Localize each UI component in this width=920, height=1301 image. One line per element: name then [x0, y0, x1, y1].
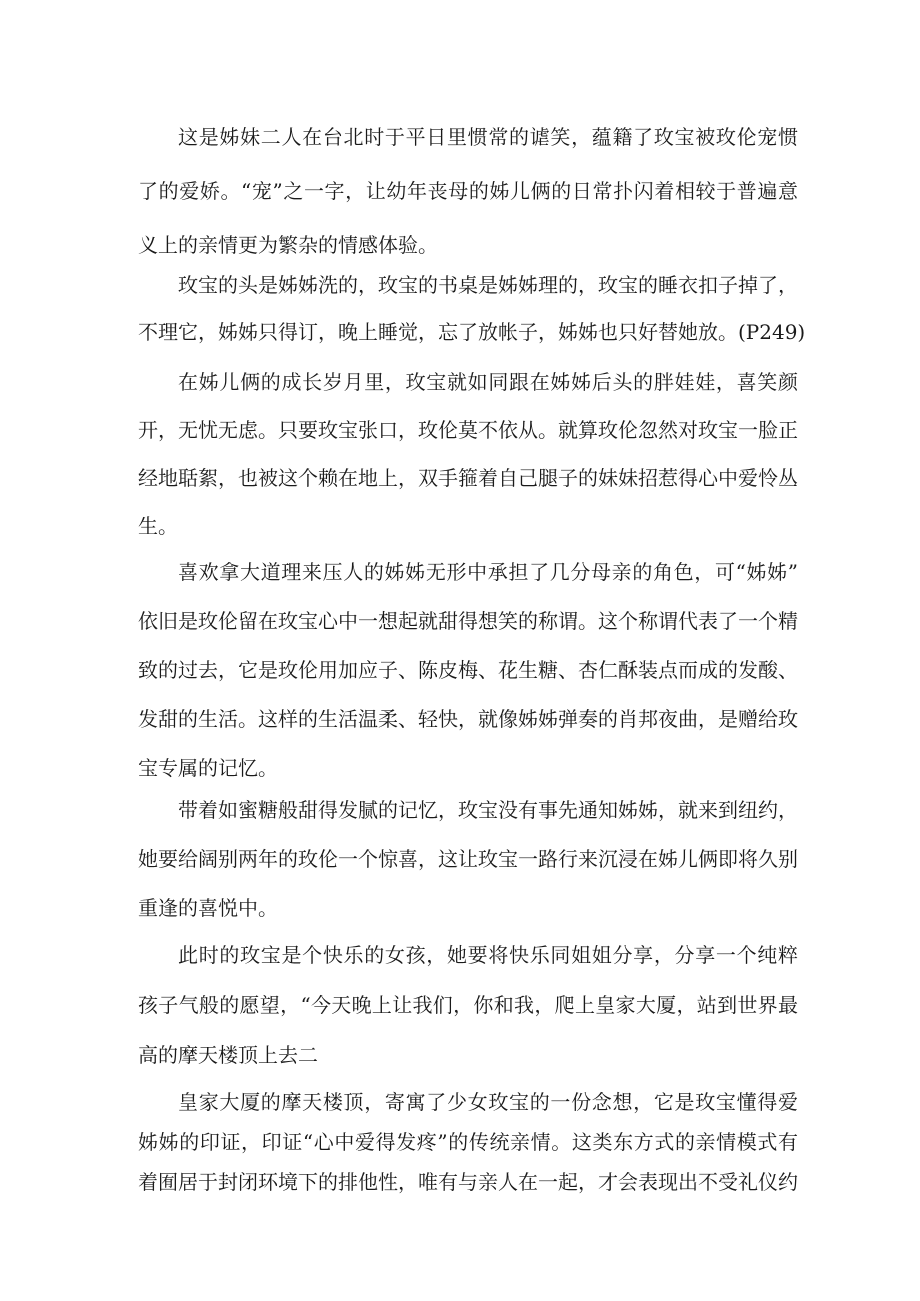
paragraph-line: 义上的亲情更为繁杂的情感体验。 [138, 233, 438, 257]
paragraph-line: 孩子气般的愿望，“今天晚上让我们，你和我，爬上皇家大厦，站到世界最 [138, 993, 798, 1017]
paragraph-line: 开，无忧无虑。只要玫宝张口，玫伦莫不依从。就算玫伦忽然对玫宝一脸正 [138, 418, 798, 442]
paragraph-line: 此时的玫宝是个快乐的女孩，她要将快乐同姐姐分享，分享一个纯粹 [178, 943, 798, 967]
paragraph-1 [138, 120, 798, 282]
paragraph-line: 不理它，姊姊只得订，晚上睡觉，忘了放帐子，姊姊也只好替她放。(P249) [138, 320, 806, 344]
paragraph-line: 高的摩天楼顶上去二 [138, 1043, 318, 1067]
paragraph-line: 她要给阔别两年的玫伦一个惊喜，这让玫宝一路行来沉浸在姊儿俩即将久别 [138, 847, 798, 871]
paragraph-line: 皇家大厦的摩天楼顶，寄寓了少女玫宝的一份念想，它是玫宝懂得爱 [178, 1090, 798, 1114]
paragraph-line: 宝专属的记忆。 [138, 756, 278, 780]
paragraph-6 [138, 938, 798, 1088]
paragraph-line: 在姊儿俩的成长岁月里，玫宝就如同跟在姊姊后头的胖娃娃，喜笑颜 [178, 370, 798, 394]
paragraph-line: 玫宝的头是姊姊洗的，玫宝的书桌是姊姊理的，玫宝的睡衣扣子掉了， [178, 273, 798, 297]
paragraph-line: 重逢的喜悦中。 [138, 896, 278, 920]
paragraph-line: 带着如蜜糖般甜得发腻的记忆，玫宝没有事先通知姊姊，就来到纽约， [178, 798, 798, 822]
paragraph-line: 发甜的生活。这样的生活温柔、轻快，就像姊姊弹奏的肖邦夜曲，是赠给玫 [138, 707, 798, 731]
paragraph-line: 喜欢拿大道理来压人的姊姊无形中承担了几分母亲的角色，可“姊姊” [178, 560, 798, 584]
paragraph-line: 依旧是玫伦留在玫宝心中一想起就甜得想笑的称谓。这个称谓代表了一个精 [138, 609, 798, 633]
paragraph-line: 这是姊妹二人在台北时于平日里惯常的谑笑，蕴籍了玫宝被玫伦宠惯 [178, 125, 798, 149]
paragraph-line: 了的爱娇。“宠”之一字，让幼年丧母的姊儿俩的日常扑闪着相较于普遍意 [138, 179, 798, 203]
paragraph-line: 姊姊的印证，印证“心中爱得发疼”的传统亲情。这类东方式的亲情模式有 [138, 1130, 798, 1154]
paragraph-line: 经地聒絮，也被这个赖在地上，双手箍着自己腿子的妹妹招惹得心中爱怜丛 [138, 466, 798, 490]
paragraph-line: 着囿居于封闭环境下的排他性，唯有与亲人在一起，才会表现出不受礼仪约 [138, 1170, 798, 1194]
paragraph-line: 致的过去，它是玫伦用加应子、陈皮梅、花生糖、杏仁酥装点而成的发酸、 [138, 658, 798, 682]
paragraph-7 [138, 1085, 798, 1205]
paragraph-line: 生。 [138, 514, 178, 538]
paragraph-2 [138, 268, 806, 362]
paragraph-4 [138, 555, 798, 800]
paragraph-3 [138, 365, 798, 557]
paragraph-5 [138, 793, 798, 940]
